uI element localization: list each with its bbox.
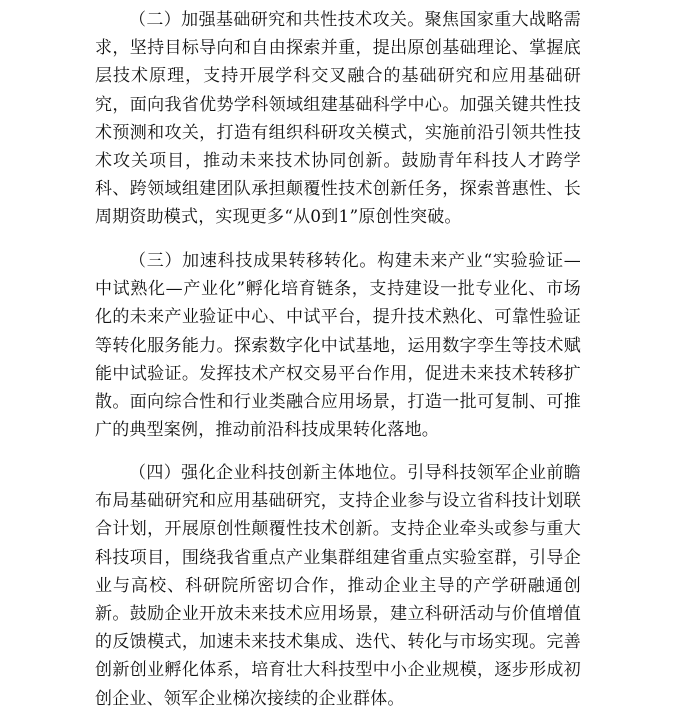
paragraph-basic-research: （二）加强基础研究和共性技术攻关。聚焦国家重大战略需求，坚持目标导向和自由探索并重，提出原创基础理论、掌握底层技术原理，支持开展学科交叉融合的基础研究和应用基础研究，面向我省优势学科领域组建基础科学中心。加强关键共性技术预测和攻关，打造有组织科研攻关模式，实施前沿引领共性技术攻关项目，推动未来技术协同创新。鼓励青年科技人才跨学科、跨领域组建团队承担颠覆性技术创新任务，探索普惠性、长周期资助模式，实现更多“从0到1”原创性突破。 [95,10,581,228]
paragraph-tech-transfer: （三）加速科技成果转移转化。构建未来产业“实验验证—中试熟化—产业化”孵化培育链条，支持建设一批专业化、市场化的未来产业验证中心、中试平台，提升技术熟化、可靠性验证等转化服务能力。探索数字化中试基地，运用数字孪生等技术赋能中试验证。发挥技术产权交易平台作用，促进未来技术转移扩散。面向综合性和行业类融合应用场景，打造一批可复制、可推广的典型案例，推动前沿科技成果转化落地。 [95,251,581,441]
paragraph-enterprise-innovation: （四）强化企业科技创新主体地位。引导科技领军企业前瞻布局基础研究和应用基础研究，支持企业参与设立省科技计划联合计划，开展原创性颠覆性技术创新。支持企业牵头或参与重大科技项目，围绕我省重点产业集群组建省重点实验室群，引导企业与高校、科研院所密切合作，推动企业主导的产学研融通创新。鼓励企业开放未来技术应用场景，建立科研活动与价值增值的反馈模式，加速未来技术集成、迭代、转化与市场实现。完善创新创业孵化体系，培育壮大科技型中小企业规模，逐步形成初创企业、领军企业梯次接续的企业群体。 [95,463,581,709]
